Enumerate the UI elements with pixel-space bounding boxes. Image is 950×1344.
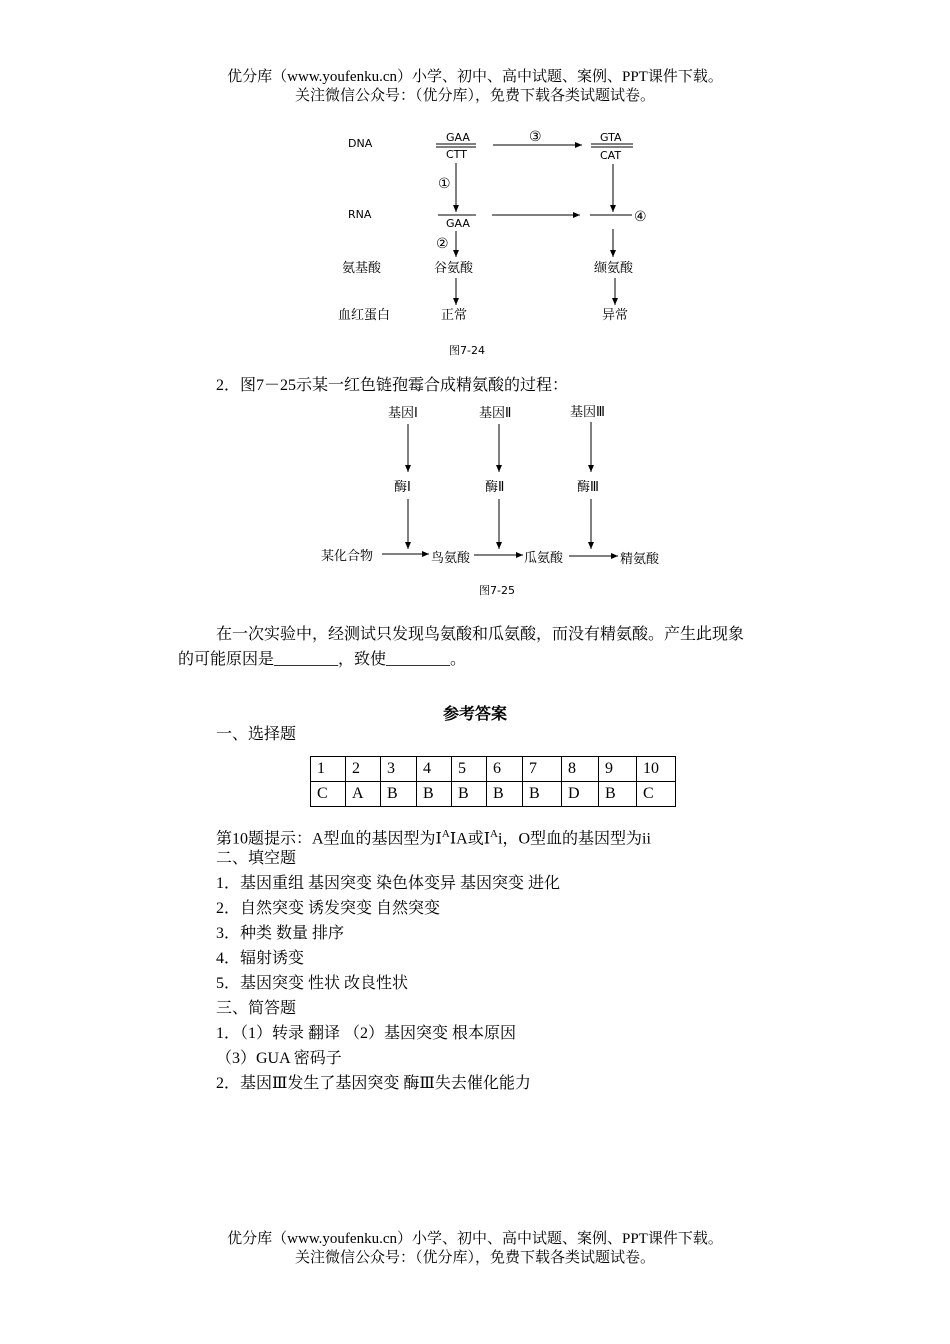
amino-acid-right: 缬氨酸: [594, 261, 634, 276]
table-cell: C: [311, 782, 346, 807]
step-2-label: ②: [436, 236, 449, 252]
compound-ornithine: 鸟氨酸: [431, 551, 471, 566]
row-label-hemoglobin: 血红蛋白: [338, 308, 391, 323]
row-label-amino-acid: 氨基酸: [342, 261, 382, 276]
list-item: 1．（1）转录 翻译 （2）基因突变 根本原因: [216, 1025, 517, 1042]
table-cell: B: [599, 782, 637, 807]
step-3-label: ③: [529, 129, 542, 145]
gene-2-label: 基因Ⅱ: [479, 406, 512, 421]
answers-title: 参考答案: [442, 706, 507, 723]
choice-answer-table: [310, 756, 676, 807]
step-4-label: ④: [634, 209, 647, 225]
gene-1-label: 基因Ⅰ: [388, 406, 418, 421]
table-cell: 7: [523, 757, 562, 782]
row-label-dna: DNA: [348, 137, 373, 150]
table-cell: 9: [599, 757, 637, 782]
list-item: 4．辐射诱变: [216, 950, 305, 967]
table-row-answers: [311, 782, 676, 807]
section-fill-title: 二、填空题: [216, 850, 297, 867]
dna-left-bottom: CTT: [446, 148, 467, 161]
table-row-numbers: [311, 757, 676, 782]
table-cell: B: [487, 782, 523, 807]
list-item: 3．种类 数量 排序: [216, 925, 345, 942]
header-line-2: 关注微信公众号：（优分库），免费下载各类试题试卷。: [294, 88, 655, 104]
table-cell: 8: [562, 757, 599, 782]
figure-7-25-caption: 图7-25: [479, 584, 515, 597]
dna-right-bottom: CAT: [600, 149, 622, 162]
table-cell: 4: [417, 757, 452, 782]
hint-question-10: [216, 824, 651, 849]
figure-7-24-caption: 图7-24: [449, 344, 485, 357]
amino-acid-left: 谷氨酸: [434, 261, 474, 276]
header-line-1: 优分库（www.youfenku.cn）小学、初中、高中试题、案例、PPT课件下载。: [227, 69, 723, 85]
table-cell: 10: [637, 757, 676, 782]
experiment-paragraph-line-2: 的可能原因是________，致使________。: [178, 651, 467, 668]
row-label-rna: RNA: [348, 208, 372, 221]
hint-middle: ⅠA或Ⅰ: [449, 830, 491, 848]
compound-arginine: 精氨酸: [620, 552, 660, 567]
enzyme-2-label: 酶Ⅱ: [485, 480, 505, 495]
gene-3-label: 基因Ⅲ: [570, 405, 605, 420]
list-item: 1．基因重组 基因突变 染色体变异 基因突变 进化: [216, 875, 561, 892]
question-2-text: 2．图7－25示某一红色链孢霉合成精氨酸的过程：: [216, 377, 569, 394]
hint-prefix: 第10题提示：A型血的基因型为Ⅰ: [216, 830, 442, 848]
section-choice-title: 一、选择题: [216, 726, 297, 743]
table-cell: 1: [311, 757, 346, 782]
protein-normal: 正常: [441, 308, 468, 323]
list-item: 2．自然突变 诱发突变 自然突变: [216, 900, 441, 917]
list-item: 5．基因突变 性状 改良性状: [216, 975, 409, 992]
table-cell: 5: [452, 757, 487, 782]
hint-superscript-1: A: [441, 828, 450, 840]
step-1-label: ①: [438, 176, 451, 192]
rna-left-codon: GAA: [446, 217, 470, 230]
protein-abnormal: 异常: [602, 308, 629, 323]
table-cell: 6: [487, 757, 523, 782]
table-cell: A: [346, 782, 381, 807]
table-cell: 3: [381, 757, 417, 782]
hint-superscript-2: A: [490, 828, 498, 840]
table-cell: B: [417, 782, 452, 807]
compound-citrulline: 瓜氨酸: [524, 551, 564, 566]
table-cell: D: [562, 782, 599, 807]
list-item: 2．基因Ⅲ发生了基因突变 酶Ⅲ失去催化能力: [216, 1075, 531, 1092]
table-cell: 2: [346, 757, 381, 782]
compound-start: 某化合物: [321, 549, 374, 564]
list-item: （3）GUA 密码子: [216, 1050, 342, 1067]
figure-7-25: [315, 400, 675, 600]
enzyme-1-label: 酶Ⅰ: [394, 480, 411, 495]
figure-7-24: [330, 120, 670, 365]
dna-left-top: GAA: [446, 131, 470, 144]
table-cell: B: [381, 782, 417, 807]
enzyme-3-label: 酶Ⅲ: [577, 480, 599, 495]
footer-line-1: 优分库（www.youfenku.cn）小学、初中、高中试题、案例、PPT课件下载。: [227, 1231, 723, 1247]
footer-line-2: 关注微信公众号：（优分库），免费下载各类试题试卷。: [294, 1250, 655, 1266]
table-cell: B: [452, 782, 487, 807]
dna-right-top: GTA: [600, 131, 622, 144]
experiment-paragraph-line-1: 在一次实验中，经测试只发现鸟氨酸和瓜氨酸，而没有精氨酸。产生此现象: [216, 626, 745, 643]
section-short-answer-title: 三、简答题: [216, 1000, 297, 1017]
table-cell: C: [637, 782, 676, 807]
hint-suffix: i，O型血的基因型为ii: [498, 830, 651, 848]
table-cell: B: [523, 782, 562, 807]
